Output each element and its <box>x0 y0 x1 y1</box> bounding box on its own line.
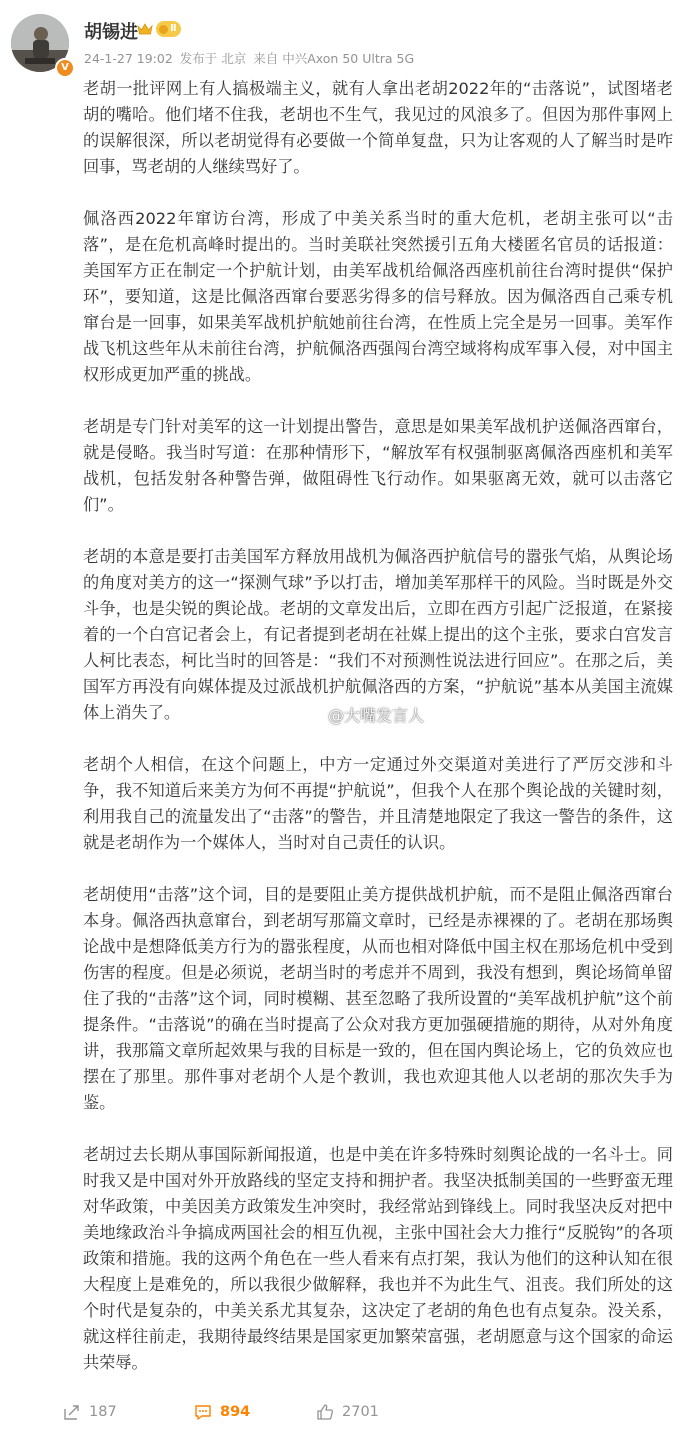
like-count: 2701 <box>342 1404 379 1420</box>
post-timestamp: 24-1-27 19:02 <box>84 51 173 66</box>
like-button[interactable] <box>316 1403 379 1421</box>
crown-icon <box>137 22 153 36</box>
repost-button[interactable] <box>63 1403 117 1421</box>
image-watermark <box>304 703 424 726</box>
post-header <box>0 0 690 80</box>
post-paragraph: 老胡一批评网上有人搞极端主义，就有人拿出老胡2022年的“击落说”，试图堵老胡的嘴哈。他们堵不住我，老胡也不生气，我见过的风浪多了。但因为那件事网上的误解很深，所以老胡觉得有必要做一个简单复盘，只为让客观的人了解当时是咋回事，骂老胡的人继续骂好了。 <box>83 79 673 176</box>
post-paragraph: 老胡的本意是要打击美国军方释放用战机为佩洛西护航信号的嚣张气焰，从舆论场的角度对美方的这一“探测气球”予以打击，增加美军那样干的风险。当时既是外交斗争，也是尖锐的舆论战。老胡的文章发出后，立即在西方引起广泛报道，在紧接着的一个白宫记者会上，有记者提到老胡在社媒上提出的这个主张，要求白宫发言人柯比表态，柯比当时的回答是：“我们不对预测性说法进行回应”。在那之后，美国军方再没有向媒体提及过派战机护航佩洛西的方案，“护航说”基本从美国主流媒体上消失了。 <box>83 547 673 722</box>
watermark-text: @大嘴发言人 <box>328 706 425 725</box>
post-meta <box>84 49 417 67</box>
comment-button[interactable] <box>194 1403 250 1421</box>
post-paragraph: 老胡使用“击落”这个词，目的是要阻止美方提供战机护航，而不是阻止佩洛西窜台本身。佩洛西执意窜台，到老胡写那篇文章时，已经是赤裸裸的了。老胡在那场舆论战中是想降低美方行为的嚣张程度，从而也相对降低中国主权在那场危机中受到伤害的程度。但是必须说，老胡当时的考虑并不周到，我没有想到，舆论场简单留住了我的“击落”这个词，同时模糊、甚至忽略了我所设置的“美军战机护航”这个前提条件。“击落说”的确在当时提高了公众对我方更加强硬措施的期待，从对外角度讲，我那篇文章所起效果与我的目标是一致的，但在国内舆论场上，它的负效应也摆在了那里。那件事对老胡个人是个教训，我也欢迎其他人以老胡的那次失手为鉴。 <box>83 885 673 1112</box>
level-badge <box>156 21 181 37</box>
level-dot-icon <box>159 25 168 34</box>
post-paragraph: 老胡过去长期从事国际新闻报道，也是中美在许多特殊时刻舆论战的一名斗士。同时我又是中国对外开放路线的坚定支持和拥护者。我坚决抵制美国的一些野蛮无理对华政策，中美因美方政策发生冲突时，我经常站到锋线上。同时我坚决反对把中美地缘政治斗争搞成两国社会的相互仇视，主张中国社会大力推行“反脱钩”的各项政策和措施。我的这两个角色在一些人看来有点打架，我认为他们的这种认知在很大程度上是难免的，所以我很少做解释，我也并不为此生气、沮丧。我们所处的这个时代是复杂的，中美关系尤其复杂，这决定了老胡的角色也有点复杂。没关系，就这样往前走，我期待最终结果是国家更加繁荣富强，老胡愿意与这个国家的命运共荣辱。 <box>83 1145 673 1372</box>
share-arrow-icon <box>63 1403 81 1421</box>
post-footer <box>0 1395 690 1429</box>
post-paragraph: 老胡是专门针对美军的这一计划提出警告，意思是如果美军战机护送佩洛西窜台，就是侵略。我当时写道：在那种情形下，“解放军有权强制驱离佩洛西座机和美军战机，包括发射各种警告弹，做阻碍性飞行动作。如果驱离无效，就可以击落它们”。 <box>83 417 673 514</box>
post-body <box>83 76 673 1402</box>
comment-bubble-icon <box>194 1403 212 1421</box>
author-name[interactable]: 胡锡进 <box>84 22 138 43</box>
thumbs-up-icon <box>316 1403 334 1421</box>
post-paragraph: 老胡个人相信，在这个问题上，中方一定通过外交渠道对美进行了严厉交涉和斗争，我不知道后来美方为何不再提“护航说”，但我个人在那个舆论战的关键时刻，利用我自己的流量发出了“击落”的警告，并且清楚地限定了我这一警告的条件，这就是老胡作为一个媒体人，当时对自己责任的认识。 <box>83 755 673 852</box>
weibo-logo-icon <box>304 707 324 723</box>
repost-count: 187 <box>89 1404 117 1420</box>
verified-badge: V <box>55 58 75 78</box>
avatar[interactable] <box>11 14 73 76</box>
level-text: Ⅱ <box>170 23 177 34</box>
post-paragraph: 佩洛西2022年窜访台湾，形成了中美关系当时的重大危机，老胡主张可以“击落”，是在危机高峰时提出的。当时美联社突然援引五角大楼匿名官员的话报道：美国军方正在制定一个护航计划，由美军战机给佩洛西座机前往台湾时提供“保护环”，要知道，这是比佩洛西窜台要恶劣得多的信号释放。因为佩洛西自己乘专机窜台是一回事，如果美军战机护航她前往台湾，在性质上完全是另一回事。美军作战飞机这些年从未前往台湾，护航佩洛西强闯台湾空域将构成军事入侵，对中国主权形成更加严重的挑战。 <box>83 209 673 384</box>
comment-count: 894 <box>220 1404 251 1420</box>
post-source: 来自 中兴Axon 50 Ultra 5G <box>253 51 415 66</box>
post-location: 发布于 北京 <box>179 51 247 66</box>
